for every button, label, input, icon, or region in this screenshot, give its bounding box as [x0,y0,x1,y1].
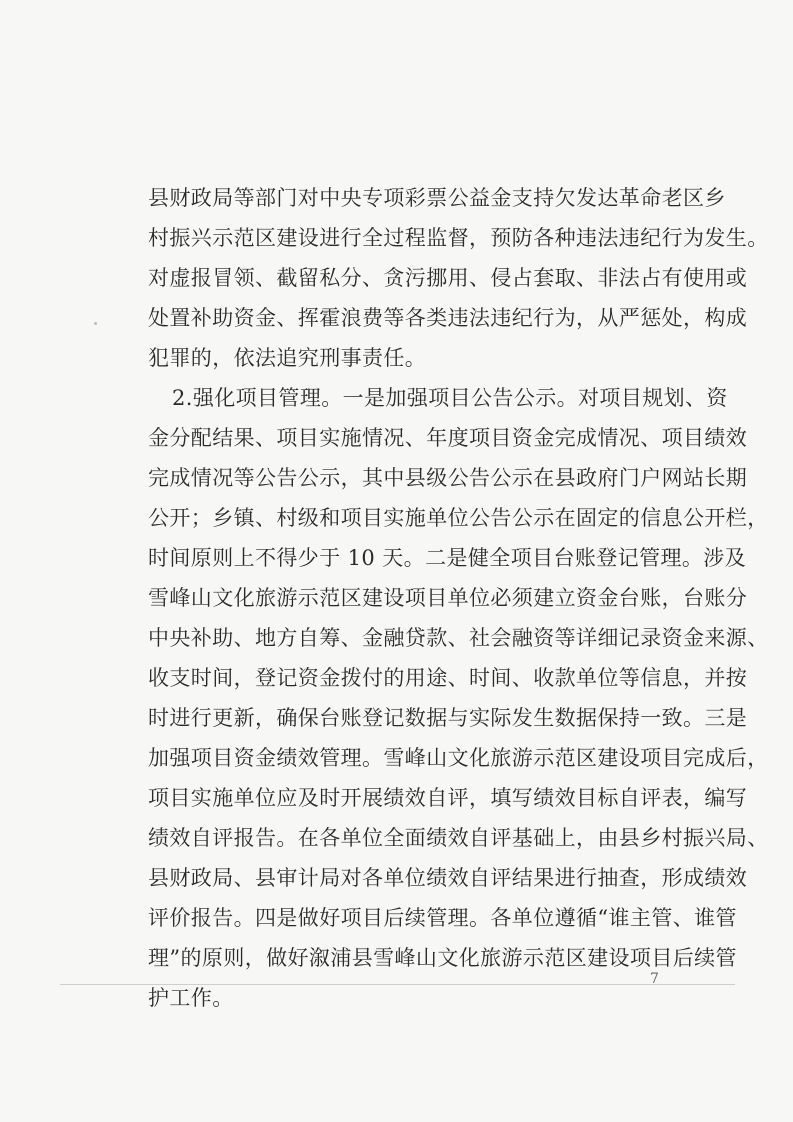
body-text-line: 项目实施单位应及时开展绩效自评，填写绩效目标自评表，编写 [148,786,748,810]
body-text-line: 时间原则上不得少于 10 天。二是健全项目台账登记管理。涉及 [148,546,747,570]
body-text-line: 加强项目资金绩效管理。雪峰山文化旅游示范区建设项目完成后， [148,746,769,770]
body-text-line: 公开；乡镇、村级和项目实施单位公告公示在固定的信息公开栏， [148,506,769,530]
body-text-line: 县财政局等部门对中央专项彩票公益金支持欠发达革命老区乡 [148,186,726,210]
body-text-line: 村振兴示范区建设进行全过程监督，预防各种违法违纪行为发生。 [148,226,769,250]
body-text-line: 中央补助、地方自筹、金融贷款、社会融资等详细记录资金来源、 [148,626,769,650]
body-text-line: 护工作。 [148,986,234,1010]
body-text-line: 收支时间，登记资金拨付的用途、时间、收款单位等信息，并按 [148,666,748,690]
body-text-line: 时进行更新，确保台账登记数据与实际发生数据保持一致。三是 [148,706,748,730]
body-text-line: 金分配结果、项目实施情况、年度项目资金完成情况、项目绩效 [148,426,748,450]
body-text-line: 评价报告。四是做好项目后续管理。各单位遵循“谁主管、谁管 [148,906,737,930]
page-number: 7 [650,971,659,987]
body-text-line: 处置补助资金、挥霍浪费等各类违法违纪行为，从严惩处，构成 [148,306,748,330]
body-text-line: 理”的原则，做好溆浦县雪峰山文化旅游示范区建设项目后续管 [148,946,737,970]
scan-speck [94,322,97,325]
body-text-line: 犯罪的，依法追究刑事责任。 [148,346,427,370]
body-text-line: 县财政局、县审计局对各单位绩效自评结果进行抽查，形成绩效 [148,866,748,890]
body-text-line: 雪峰山文化旅游示范区建设项目单位必须建立资金台账，台账分 [148,586,748,610]
footer-divider [60,984,735,985]
body-text-line: 对虚报冒领、截留私分、贪污挪用、侵占套取、非法占有使用或 [148,266,748,290]
section-heading-line: 2.强化项目管理。一是加强项目公告公示。对项目规划、资 [172,386,728,410]
body-text-line: 绩效自评报告。在各单位全面绩效自评基础上，由县乡村振兴局、 [148,826,769,850]
body-text-line: 完成情况等公告公示，其中县级公告公示在县政府门户网站长期 [148,466,748,490]
